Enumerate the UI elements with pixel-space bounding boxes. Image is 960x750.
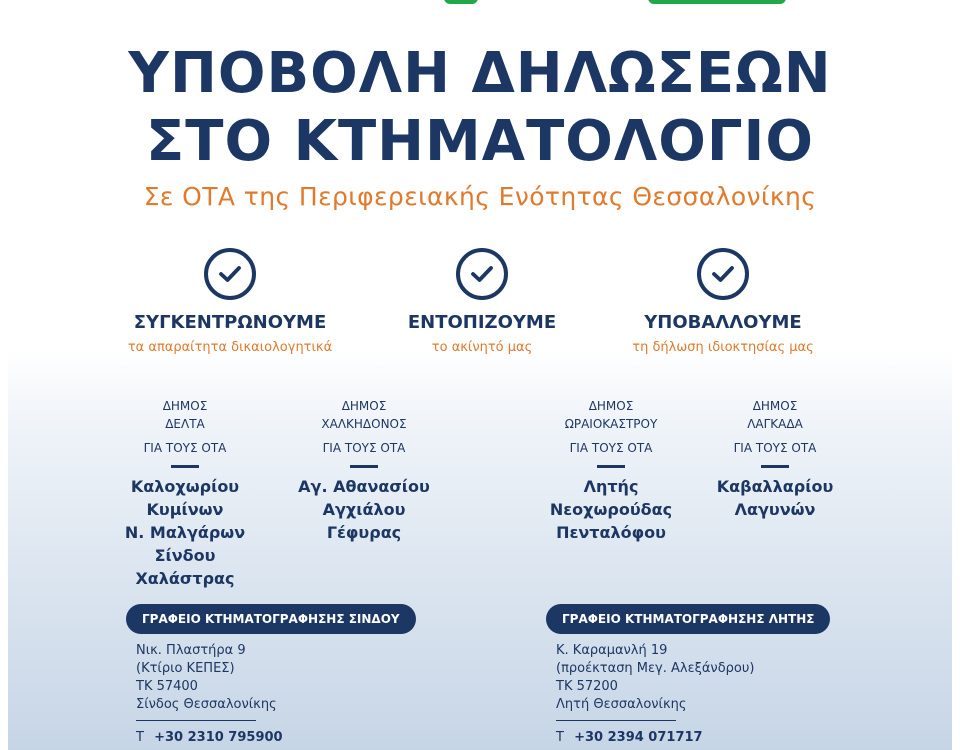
office-sindos [126,604,416,747]
office-address [136,642,416,747]
step-description: το ακίνητό μας [431,340,533,355]
top-logo-fragment-right [648,0,786,4]
divider [350,465,378,468]
step-heading: ΣΥΓΚΕΝΤΡΩΝΟΥΜΕ [133,312,327,333]
phone-row [556,729,830,747]
divider [171,465,199,468]
check-circle-icon [697,248,749,300]
ota-item: Κυμίνων [146,500,224,519]
ota-item: Νεοχωρούδας [549,500,673,519]
step-heading: ΕΝΤΟΠΙΖΟΥΜΕ [407,312,557,333]
address-line: Κ. Καραμανλή 19 [556,643,668,658]
municipality-name: ΩΡΑΙΟΚΑΣΤΡΟΥ [564,417,658,431]
ota-item: Γέφυρας [326,523,402,542]
municipality-name: ΧΑΛΚΗΔΟΝΟΣ [321,417,407,431]
title-line-1: ΥΠΟΒΟΛΗ ΔΗΛΩΣΕΩΝ [128,41,832,106]
municipality-label: ΔΗΜΟΣ [341,399,387,413]
ota-item: Πενταλόφου [556,523,666,542]
phone-number[interactable]: +30 2394 071717 [574,730,703,745]
check-circle-icon [204,248,256,300]
check-circle-icon [456,248,508,300]
ota-label: ΓΙΑ ΤΟΥΣ ΟΤΑ [322,441,406,455]
municipality-name: ΛΑΓΚΑΔΑ [747,417,803,431]
address-line: Σίνδος Θεσσαλονίκης [136,697,277,712]
municipality-delta [85,397,285,590]
ota-item: Αγ. Αθανασίου [298,477,430,496]
ota-item: Αγχιάλου [322,500,406,519]
ota-item: Λαγυνών [734,500,816,519]
ota-item: Καβαλλαρίου [716,477,834,496]
divider [556,720,676,721]
office-title-badge: ΓΡΑΦΕΙΟ ΚΤΗΜΑΤΟΓΡΑΦΗΣΗΣ ΛΗΤΗΣ [546,604,830,634]
phone-label: Τ [556,730,564,745]
top-logo-fragment-left [444,0,478,4]
step-heading: ΥΠΟΒΑΛΛΟΥΜΕ [644,312,802,333]
step-submit [563,248,883,355]
office-title-badge: ΓΡΑΦΕΙΟ ΚΤΗΜΑΤΟΓΡΑΦΗΣΗΣ ΣΙΝΔΟΥ [126,604,416,634]
phone-row [136,729,416,747]
phone-number[interactable]: +30 2310 795900 [154,730,283,745]
ota-label: ΓΙΑ ΤΟΥΣ ΟΤΑ [733,441,817,455]
address-line: Λητή Θεσσαλονίκης [556,697,687,712]
municipality-chalkidonos [264,397,464,544]
step-description: τη δήλωση ιδιοκτησίας μας [632,340,814,355]
ota-item: Λητής [583,477,639,496]
municipality-label: ΔΗΜΟΣ [162,399,208,413]
municipality-label: ΔΗΜΟΣ [752,399,798,413]
divider [136,720,256,721]
step-description: τα απαραίτητα δικαιολογητικά [127,340,333,355]
address-line: (προέκταση Μεγ. Αλεξάνδρου) [556,661,755,676]
phone-label: Τ [136,730,144,745]
title-line-2: ΣΤΟ ΚΤΗΜΑΤΟΛΟΓΙΟ [146,109,814,174]
divider [597,465,625,468]
office-address [556,642,830,747]
office-litis [546,604,830,747]
municipality-lagkada [675,397,875,521]
address-line: ΤΚ 57400 [136,679,198,694]
address-line: ΤΚ 57200 [556,679,618,694]
subtitle: Σε ΟΤΑ της Περιφερειακής Ενότητας Θεσσαλονίκης [143,182,817,211]
ota-label: ΓΙΑ ΤΟΥΣ ΟΤΑ [569,441,653,455]
municipality-name: ΔΕΛΤΑ [165,417,205,431]
ota-item: Σίνδου [154,546,216,565]
municipality-label: ΔΗΜΟΣ [588,399,634,413]
ota-item: Ν. Μαλγάρων [124,523,246,542]
address-line: (Κτίριο ΚΕΠΕΣ) [136,661,235,676]
ota-label: ΓΙΑ ΤΟΥΣ ΟΤΑ [143,441,227,455]
ota-item: Καλοχωρίου [130,477,240,496]
divider [761,465,789,468]
ota-item: Χαλάστρας [135,569,235,588]
address-line: Νικ. Πλαστήρα 9 [136,643,246,658]
